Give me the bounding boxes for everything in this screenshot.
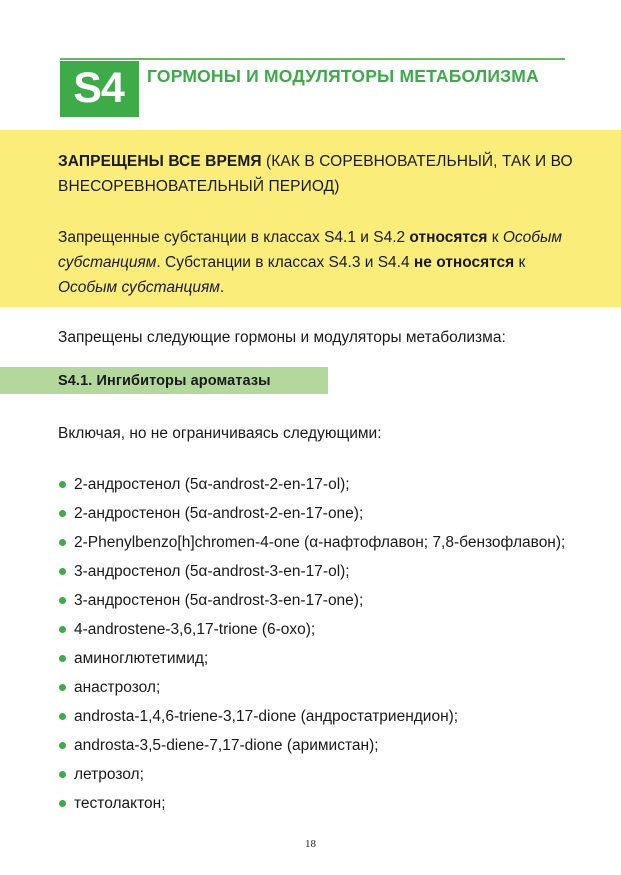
list-item	[58, 704, 598, 729]
intro-paragraph: Запрещены следующие гормоны и модуляторы метаболизма:	[58, 329, 506, 346]
list-item-label: 2-андростенон (5α-androst-2-en-17-one);	[74, 505, 364, 522]
bullet-dot-icon	[59, 510, 66, 517]
callout-body-part-8: Особым субстанциям	[58, 279, 220, 296]
prohibition-callout	[0, 130, 621, 307]
list-item-label: 3-андростенол (5α-androst-3-en-17-ol);	[74, 563, 350, 580]
lead-in-paragraph: Включая, но не ограничиваясь следующими:	[58, 425, 382, 442]
list-item	[58, 791, 598, 816]
list-item-label: androsta-3,5-diene-7,17-dione (аримистан);	[74, 737, 379, 754]
callout-heading-bold: ЗАПРЕЩЕНЫ ВСЕ ВРЕМЯ	[58, 153, 262, 170]
callout-body-part-6: не относятся	[413, 254, 515, 271]
list-item-label: 2-Phenylbenzo[h]chromen-4-one (α-нафтофлавон; 7,8-бензофлавон);	[74, 534, 566, 551]
list-item	[58, 588, 598, 613]
bullet-dot-icon	[59, 626, 66, 633]
bullet-dot-icon	[59, 655, 66, 662]
callout-body	[58, 225, 581, 300]
section-code-badge: S4	[60, 61, 139, 117]
list-item	[58, 559, 598, 584]
callout-body-part-4: Особым субстанциям	[58, 229, 563, 271]
callout-body-part-5: . Субстанции в классах S4.3 и S4.4	[156, 254, 414, 271]
header-rule	[60, 58, 565, 60]
bullet-dot-icon	[59, 771, 66, 778]
callout-heading	[58, 149, 581, 199]
list-item	[58, 501, 598, 526]
page-number: 18	[305, 838, 316, 850]
substance-list	[58, 472, 598, 820]
bullet-dot-icon	[59, 684, 66, 691]
callout-heading-rest: (КАК В СОРЕВНОВАТЕЛЬНЫЙ, ТАК И ВО ВНЕСОРЕВНОВАТЕЛЬНЫЙ ПЕРИОД)	[58, 153, 573, 195]
bullet-dot-icon	[59, 539, 66, 546]
list-item-label: androsta-1,4,6-triene-3,17-dione (андростатриендион);	[74, 708, 459, 725]
list-item-label: летрозол;	[74, 766, 144, 783]
list-item	[58, 530, 598, 555]
list-item	[58, 733, 598, 758]
header-row	[60, 61, 539, 117]
callout-body-part-3: к	[487, 229, 503, 246]
list-item	[58, 675, 598, 700]
list-item	[58, 762, 598, 787]
bullet-dot-icon	[59, 568, 66, 575]
list-item-label: 4-androstene-3,6,17-trione (6-oxo);	[74, 621, 316, 638]
list-item-label: анастрозол;	[74, 679, 161, 696]
callout-body-part-2: относятся	[409, 229, 488, 246]
page-title: ГОРМОНЫ И МОДУЛЯТОРЫ МЕТАБОЛИЗМА	[147, 66, 539, 86]
callout-body-part-1: Запрещенные субстанции в классах S4.1 и S4.2	[58, 229, 410, 246]
callout-body-part-9: .	[219, 279, 225, 296]
callout-body-part-7: к	[514, 254, 526, 271]
list-item-label: тестолактон;	[74, 795, 166, 812]
list-item	[58, 617, 598, 642]
list-item	[58, 646, 598, 671]
subsection-bar-s4-1	[0, 367, 328, 394]
subsection-title: S4.1. Ингибиторы ароматазы	[58, 372, 271, 389]
bullet-dot-icon	[59, 800, 66, 807]
list-item	[58, 472, 598, 497]
bullet-dot-icon	[59, 742, 66, 749]
list-item-label: 2-андростенол (5α-androst-2-en-17-ol);	[74, 476, 350, 493]
bullet-dot-icon	[59, 597, 66, 604]
bullet-dot-icon	[59, 481, 66, 488]
list-item-label: 3-андростенон (5α-androst-3-en-17-one);	[74, 592, 364, 609]
list-item-label: аминоглютетимид;	[74, 650, 209, 667]
bullet-dot-icon	[59, 713, 66, 720]
